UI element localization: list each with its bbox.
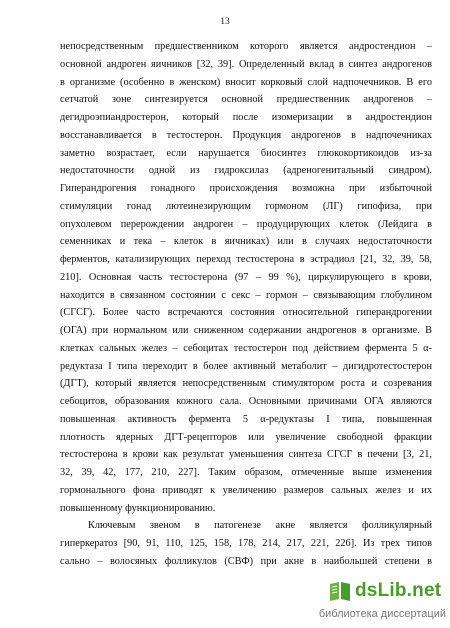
text-line: повышенная активность фермента 5 α-редуктазы I типа, повышенная — [60, 413, 432, 425]
text-line: Ключевым звеном в патогенезе акне является фолликулярный — [88, 520, 432, 532]
text-line: основной андроген яичников [32, 39]. Определенный вклад в синтез андрогенов — [60, 58, 432, 70]
text-line: в организме (особенно в женском) вносит корковый слой надпочечников. В его — [60, 76, 432, 88]
text-line: семенниках и тека – клеток в яичниках) или в случаях недостаточности — [60, 236, 432, 248]
watermark-brand: dsLib.net — [355, 580, 442, 601]
text-line: сально – волосяных фолликулов (СВФ) при акне в наибольшей степени в — [60, 555, 432, 567]
text-line: гиперкератоз [90, 91, 110, 125, 158, 178, 214, 217, 221, 226]. Из трех типов — [60, 538, 432, 549]
text-line: сетчатой зоне синтезируется основной предшественник андрогенов – — [60, 94, 432, 106]
page-number: 13 — [220, 17, 230, 27]
text-line: ферментов, катализирующих переход тестостерона в эстрадиол [21, 32, 39, 58, — [60, 254, 432, 265]
text-line: недостаточности одной из гидроксилаз (адреногенитальный синдром). — [60, 165, 432, 177]
text-line: клетках сальных желез – себоцитах тестостерон под действием фермента 5 α- — [60, 342, 432, 354]
text-line: (ДГТ), который является непосредственным стимулятором роста и созревания — [60, 378, 432, 390]
text-line: редуктаза I типа переходит в более активный метаболит – дигидротестостерон — [60, 360, 432, 372]
text-line: Гиперандрогения гонадного происхождения возможна при избыточной — [60, 183, 432, 194]
watermark — [300, 580, 446, 624]
text-line: 210]. Основная часть тестостерона (97 – 99 %), циркулирующего в крови, — [60, 271, 432, 283]
text-line: заметно возрастает, если нарушается биосинтез глюкокортикоидов из-за — [60, 147, 432, 159]
text-line: (СГСГ). Более часто встречаются состояния относительной гиперандрогении — [60, 307, 432, 319]
text-line: 32, 39, 42, 177, 210, 227]. Таким образом, отмеченные выше изменения — [60, 467, 432, 478]
text-line: непосредственным предшественником которого является андростендион – — [60, 41, 432, 52]
text-line: опухолевом перерождении андроген – продуцирующих клеток (Лейдига в — [60, 218, 432, 230]
text-line: плотность ядерных ДГТ-рецепторов или увеличение свободной фракции — [60, 431, 432, 443]
body-text — [60, 38, 432, 571]
text-line: восстанавливается в тестостерон. Продукция андрогенов в надпочечниках — [60, 129, 432, 141]
text-line: (ОГА) при нормальном или сниженном содержании андрогенов в организме. В — [60, 325, 432, 336]
text-line: стимуляции гонад лютеинезирующим гормоном (ЛГ) гипофиза, при — [60, 200, 432, 212]
book-icon — [328, 580, 352, 602]
text-line: дегидроэпиандростерон, который после изомеризации в андростендион — [60, 112, 432, 123]
text-line: гормонального фона приводят к увеличению размеров сальных желез и их — [60, 484, 432, 496]
watermark-tagline: библиотека диссертаций — [318, 608, 446, 620]
text-line: тестостерона в крови как результат уменьшения синтеза СГСГ в печени [3, 21, — [60, 449, 432, 461]
text-line: себоцитов, образования кожного сала. Основными причинами ОГА являются — [60, 396, 432, 407]
text-line: повышенному функционированию. — [60, 502, 216, 514]
watermark-logo — [328, 580, 441, 602]
text-line: находится в связанном состоянии с секс – гормон – связывающим глобулином — [60, 289, 432, 301]
